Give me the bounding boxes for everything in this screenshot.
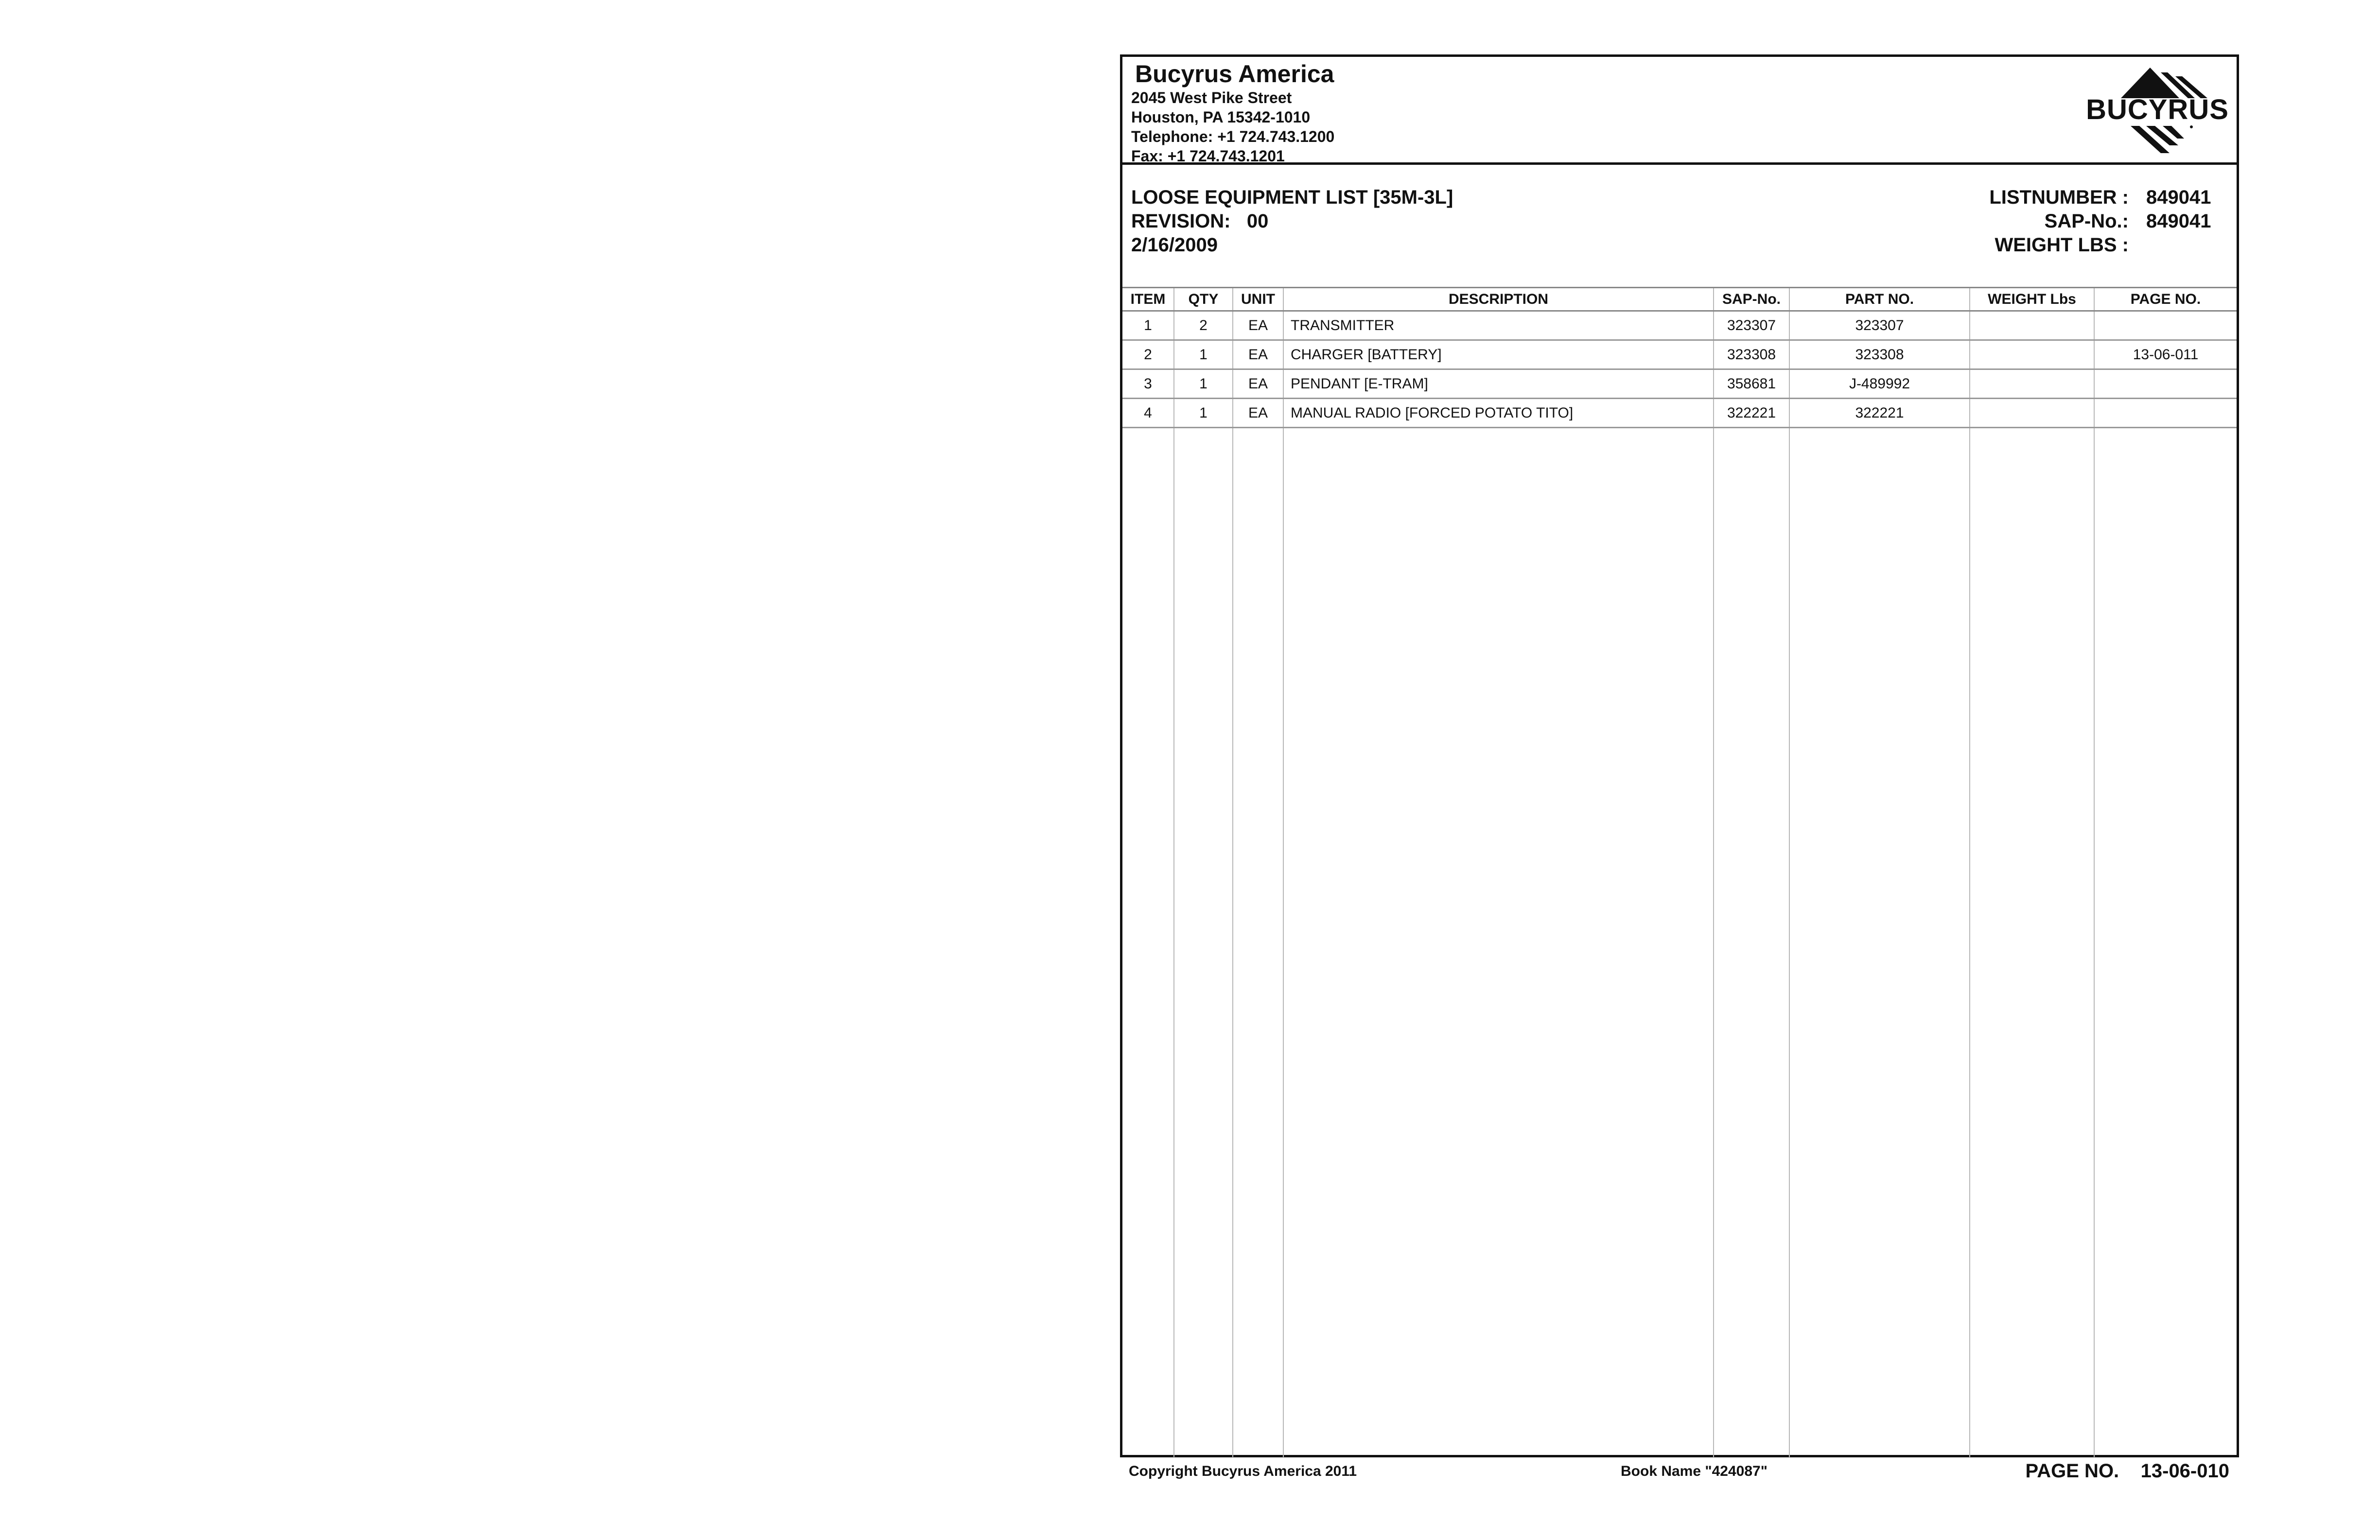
cell-qty: 1 bbox=[1174, 399, 1233, 428]
empty-cell bbox=[1122, 428, 1174, 1458]
weight-label: WEIGHT LBS : bbox=[1995, 234, 2129, 256]
empty-cell bbox=[1174, 428, 1233, 1458]
cell-qty: 1 bbox=[1174, 369, 1233, 399]
cell-sap-no: 322221 bbox=[1714, 399, 1789, 428]
cell-part-no: 322221 bbox=[1789, 399, 1970, 428]
page-number-label: PAGE NO. bbox=[2025, 1460, 2119, 1482]
sap-number-value: 849041 bbox=[2146, 210, 2211, 232]
col-header-part-no: PART NO. bbox=[1789, 288, 1970, 311]
cell-sap-no: 323307 bbox=[1714, 311, 1789, 340]
col-header-qty: QTY bbox=[1174, 288, 1233, 311]
cell-qty: 1 bbox=[1174, 340, 1233, 369]
company-name: Bucyrus America bbox=[1135, 60, 1334, 88]
table-row bbox=[1122, 399, 2237, 428]
list-meta-block bbox=[1989, 186, 2224, 257]
company-header bbox=[1131, 60, 1334, 166]
logo-text: BUCYRUS bbox=[2087, 94, 2228, 125]
list-number-label: LISTNUMBER : bbox=[1989, 187, 2129, 208]
sap-number-label: SAP-No.: bbox=[2044, 210, 2129, 232]
cell-description: PENDANT [E-TRAM] bbox=[1283, 369, 1714, 399]
cell-description: CHARGER [BATTERY] bbox=[1283, 340, 1714, 369]
sap-number-row bbox=[1989, 210, 2224, 233]
weight-row bbox=[1989, 233, 2224, 257]
cell-page-no bbox=[2094, 311, 2237, 340]
list-number-row bbox=[1989, 186, 2224, 210]
empty-cell bbox=[2094, 428, 2237, 1458]
empty-cell bbox=[1714, 428, 1789, 1458]
cell-unit: EA bbox=[1233, 369, 1283, 399]
cell-item: 1 bbox=[1122, 311, 1174, 340]
table-row bbox=[1122, 369, 2237, 399]
empty-cell bbox=[1970, 428, 2094, 1458]
cell-page-no bbox=[2094, 399, 2237, 428]
cell-sap-no: 323308 bbox=[1714, 340, 1789, 369]
empty-cell bbox=[1283, 428, 1714, 1458]
book-name: Book Name "424087" bbox=[1621, 1463, 1768, 1479]
copyright-text: Copyright Bucyrus America 2011 bbox=[1129, 1463, 1357, 1479]
address-street: 2045 West Pike Street bbox=[1131, 89, 1292, 106]
table-row bbox=[1122, 311, 2237, 340]
bucyrus-logo-icon bbox=[2087, 67, 2228, 159]
equipment-table bbox=[1122, 287, 2237, 1458]
weight-value bbox=[2129, 233, 2224, 257]
revision-label: REVISION: bbox=[1131, 210, 1231, 232]
cell-sap-no: 358681 bbox=[1714, 369, 1789, 399]
document-frame bbox=[1120, 54, 2239, 1457]
cell-weight bbox=[1970, 399, 2094, 428]
col-header-page-no: PAGE NO. bbox=[2094, 288, 2237, 311]
list-date: 2/16/2009 bbox=[1131, 234, 1218, 256]
cell-item: 4 bbox=[1122, 399, 1174, 428]
cell-weight bbox=[1970, 311, 2094, 340]
list-title: LOOSE EQUIPMENT LIST [35M-3L] bbox=[1131, 187, 1453, 208]
table-header-row bbox=[1122, 288, 2237, 311]
empty-cell bbox=[1233, 428, 1283, 1458]
col-header-sap-no: SAP-No. bbox=[1714, 288, 1789, 311]
cell-unit: EA bbox=[1233, 311, 1283, 340]
page-number-value: 13-06-010 bbox=[2140, 1460, 2229, 1482]
address-city: Houston, PA 15342-1010 bbox=[1131, 108, 1311, 126]
col-header-item: ITEM bbox=[1122, 288, 1174, 311]
header-divider bbox=[1122, 162, 2237, 165]
list-title-block bbox=[1131, 186, 1453, 257]
revision-value: 00 bbox=[1246, 210, 1269, 232]
col-header-unit: UNIT bbox=[1233, 288, 1283, 311]
cell-part-no: J-489992 bbox=[1789, 369, 1970, 399]
cell-page-no: 13-06-011 bbox=[2094, 340, 2237, 369]
table-empty-area bbox=[1122, 428, 2237, 1458]
cell-item: 3 bbox=[1122, 369, 1174, 399]
cell-unit: EA bbox=[1233, 399, 1283, 428]
list-number-value: 849041 bbox=[2146, 187, 2211, 208]
cell-weight bbox=[1970, 369, 2094, 399]
cell-part-no: 323308 bbox=[1789, 340, 1970, 369]
col-header-description: DESCRIPTION bbox=[1283, 288, 1714, 311]
cell-unit: EA bbox=[1233, 340, 1283, 369]
cell-description: MANUAL RADIO [FORCED POTATO TITO] bbox=[1283, 399, 1714, 428]
table-row bbox=[1122, 340, 2237, 369]
revision-row bbox=[1131, 210, 1453, 233]
empty-cell bbox=[1789, 428, 1970, 1458]
cell-item: 2 bbox=[1122, 340, 1174, 369]
page-number bbox=[2026, 1460, 2229, 1482]
cell-page-no bbox=[2094, 369, 2237, 399]
col-header-weight: WEIGHT Lbs bbox=[1970, 288, 2094, 311]
cell-weight bbox=[1970, 340, 2094, 369]
cell-qty: 2 bbox=[1174, 311, 1233, 340]
cell-description: TRANSMITTER bbox=[1283, 311, 1714, 340]
address-fax: Fax: +1 724.743.1201 bbox=[1131, 147, 1285, 165]
cell-part-no: 323307 bbox=[1789, 311, 1970, 340]
address-telephone: Telephone: +1 724.743.1200 bbox=[1131, 128, 1335, 145]
